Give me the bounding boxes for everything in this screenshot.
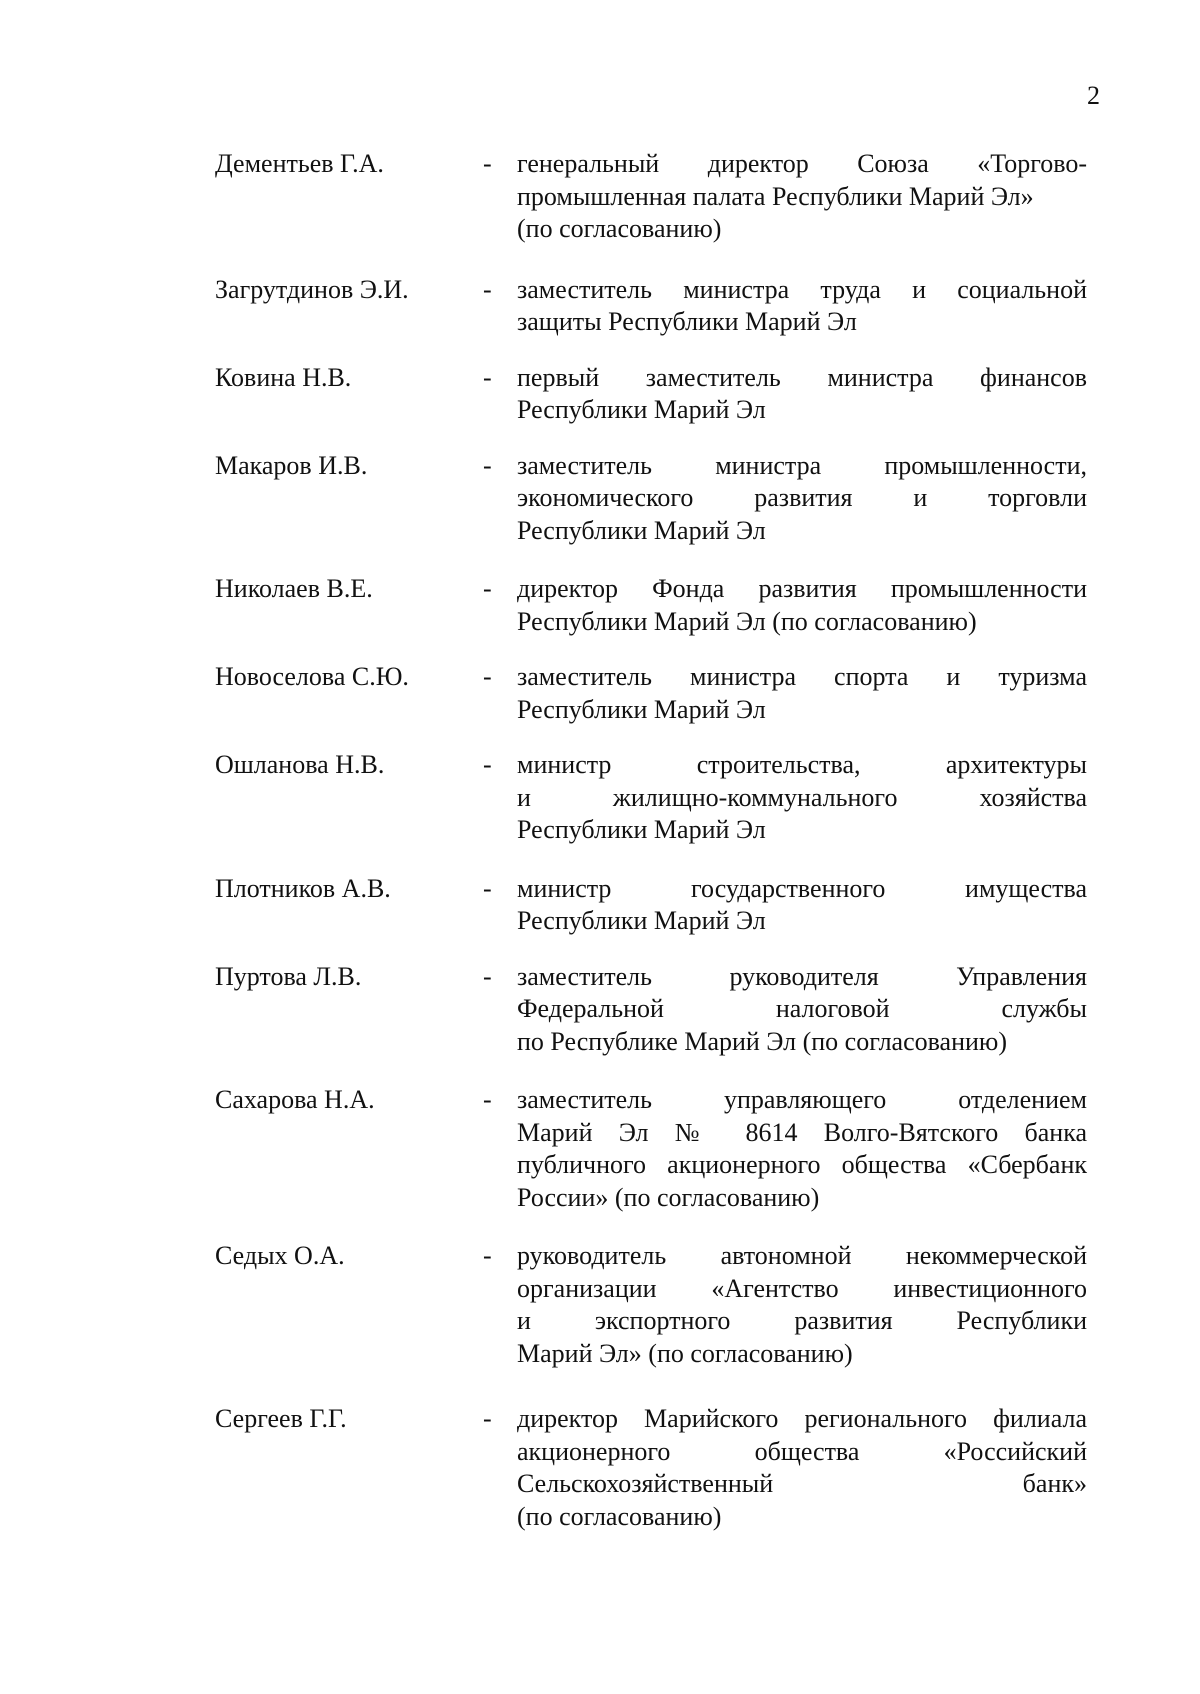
position-line: первый заместитель министра финансов — [517, 362, 1087, 392]
member-entry — [215, 661, 1100, 726]
member-name: Сергеев Г.Г. — [215, 1404, 347, 1433]
position-line: и экспортного развития Республики — [517, 1306, 1087, 1335]
position-line: Федеральной налоговой службы — [517, 994, 1087, 1023]
separator-dash: - — [483, 274, 492, 304]
position-line: Республики Марий Эл — [517, 815, 766, 844]
member-position — [517, 1403, 1087, 1533]
member-name: Сахарова Н.А. — [215, 1085, 375, 1114]
member-entry — [215, 873, 1100, 938]
position-line: Республики Марий Эл — [517, 515, 766, 545]
member-entry — [215, 573, 1100, 638]
member-position — [517, 274, 1087, 339]
position-line: и жилищно-коммунального хозяйства — [517, 782, 1087, 812]
member-position — [517, 873, 1087, 938]
position-line: министр государственного имущества — [517, 873, 1087, 903]
page-number: 2 — [1087, 81, 1100, 110]
separator-dash: - — [483, 362, 492, 392]
member-entry — [215, 362, 1100, 427]
member-position — [517, 148, 1087, 246]
position-line: заместитель управляющего отделением — [517, 1085, 1087, 1114]
position-line: генеральный директор Союза «Торгово- — [517, 149, 1087, 178]
position-line: экономического развития и торговли — [517, 483, 1087, 512]
member-name: Седых О.А. — [215, 1241, 345, 1270]
position-line: Марий Эл № 8614 Волго-Вятского банка — [517, 1117, 1087, 1147]
member-name: Макаров И.В. — [215, 450, 368, 480]
position-line: защиты Республики Марий Эл — [517, 307, 857, 336]
member-name: Ошланова Н.В. — [215, 750, 385, 779]
separator-dash: - — [483, 873, 492, 903]
member-name: Ковина Н.В. — [215, 362, 352, 392]
member-position — [517, 573, 1087, 638]
position-line: заместитель министра спорта и туризма — [517, 662, 1087, 691]
position-line: акционерного общества «Российский — [517, 1436, 1087, 1466]
position-line: (по согласованию) — [517, 214, 722, 243]
member-name: Загрутдинов Э.И. — [215, 274, 409, 304]
member-position — [517, 961, 1087, 1059]
position-line: Республики Марий Эл (по согласованию) — [517, 606, 977, 636]
member-name: Николаев В.Е. — [215, 574, 373, 603]
member-entry — [215, 450, 1100, 548]
member-position — [517, 362, 1087, 427]
position-line: Республики Марий Эл — [517, 395, 766, 424]
member-entry — [215, 749, 1100, 847]
member-name: Плотников А.В. — [215, 873, 391, 903]
separator-dash: - — [483, 1404, 492, 1433]
separator-dash: - — [483, 1085, 492, 1114]
position-line: заместитель руководителя Управления — [517, 961, 1087, 991]
member-entry — [215, 148, 1100, 246]
member-list — [215, 148, 1100, 1533]
member-position — [517, 749, 1087, 847]
separator-dash: - — [483, 750, 492, 779]
position-line: (по согласованию) — [517, 1501, 722, 1531]
member-position — [517, 1240, 1087, 1370]
separator-dash: - — [483, 450, 492, 480]
member-position — [517, 1084, 1087, 1214]
member-position — [517, 450, 1087, 548]
position-line: России» (по согласованию) — [517, 1182, 820, 1212]
member-entry — [215, 961, 1100, 1059]
position-line: публичного акционерного общества «Сбербанк — [517, 1150, 1087, 1179]
member-entry — [215, 1403, 1100, 1533]
separator-dash: - — [483, 149, 492, 178]
separator-dash: - — [483, 574, 492, 603]
separator-dash: - — [483, 1241, 492, 1270]
position-line: заместитель министра труда и социальной — [517, 274, 1087, 304]
position-line: Сельскохозяйственный банк» — [517, 1469, 1087, 1498]
position-line: Республики Марий Эл — [517, 694, 766, 724]
position-line: по Республике Марий Эл (по согласованию) — [517, 1026, 1008, 1056]
member-name: Дементьев Г.А. — [215, 149, 384, 178]
position-line: Республики Марий Эл — [517, 906, 766, 935]
separator-dash: - — [483, 662, 492, 691]
position-line: промышленная палата Республики Марий Эл» — [517, 181, 1034, 211]
member-entry — [215, 274, 1100, 339]
position-line: директор Фонда развития промышленности — [517, 574, 1087, 603]
position-line: заместитель министра промышленности, — [517, 450, 1087, 480]
position-line: директор Марийского регионального филиала — [517, 1404, 1087, 1433]
position-line: министр строительства, архитектуры — [517, 750, 1087, 779]
position-line: организации «Агентство инвестиционного — [517, 1273, 1087, 1303]
position-line: руководитель автономной некоммерческой — [517, 1241, 1087, 1270]
member-position — [517, 661, 1087, 726]
member-entry — [215, 1084, 1100, 1214]
member-name: Пуртова Л.В. — [215, 961, 362, 991]
member-name: Новоселова С.Ю. — [215, 662, 409, 691]
member-entry — [215, 1240, 1100, 1370]
position-line: Марий Эл» (по согласованию) — [517, 1338, 853, 1368]
separator-dash: - — [483, 961, 492, 991]
